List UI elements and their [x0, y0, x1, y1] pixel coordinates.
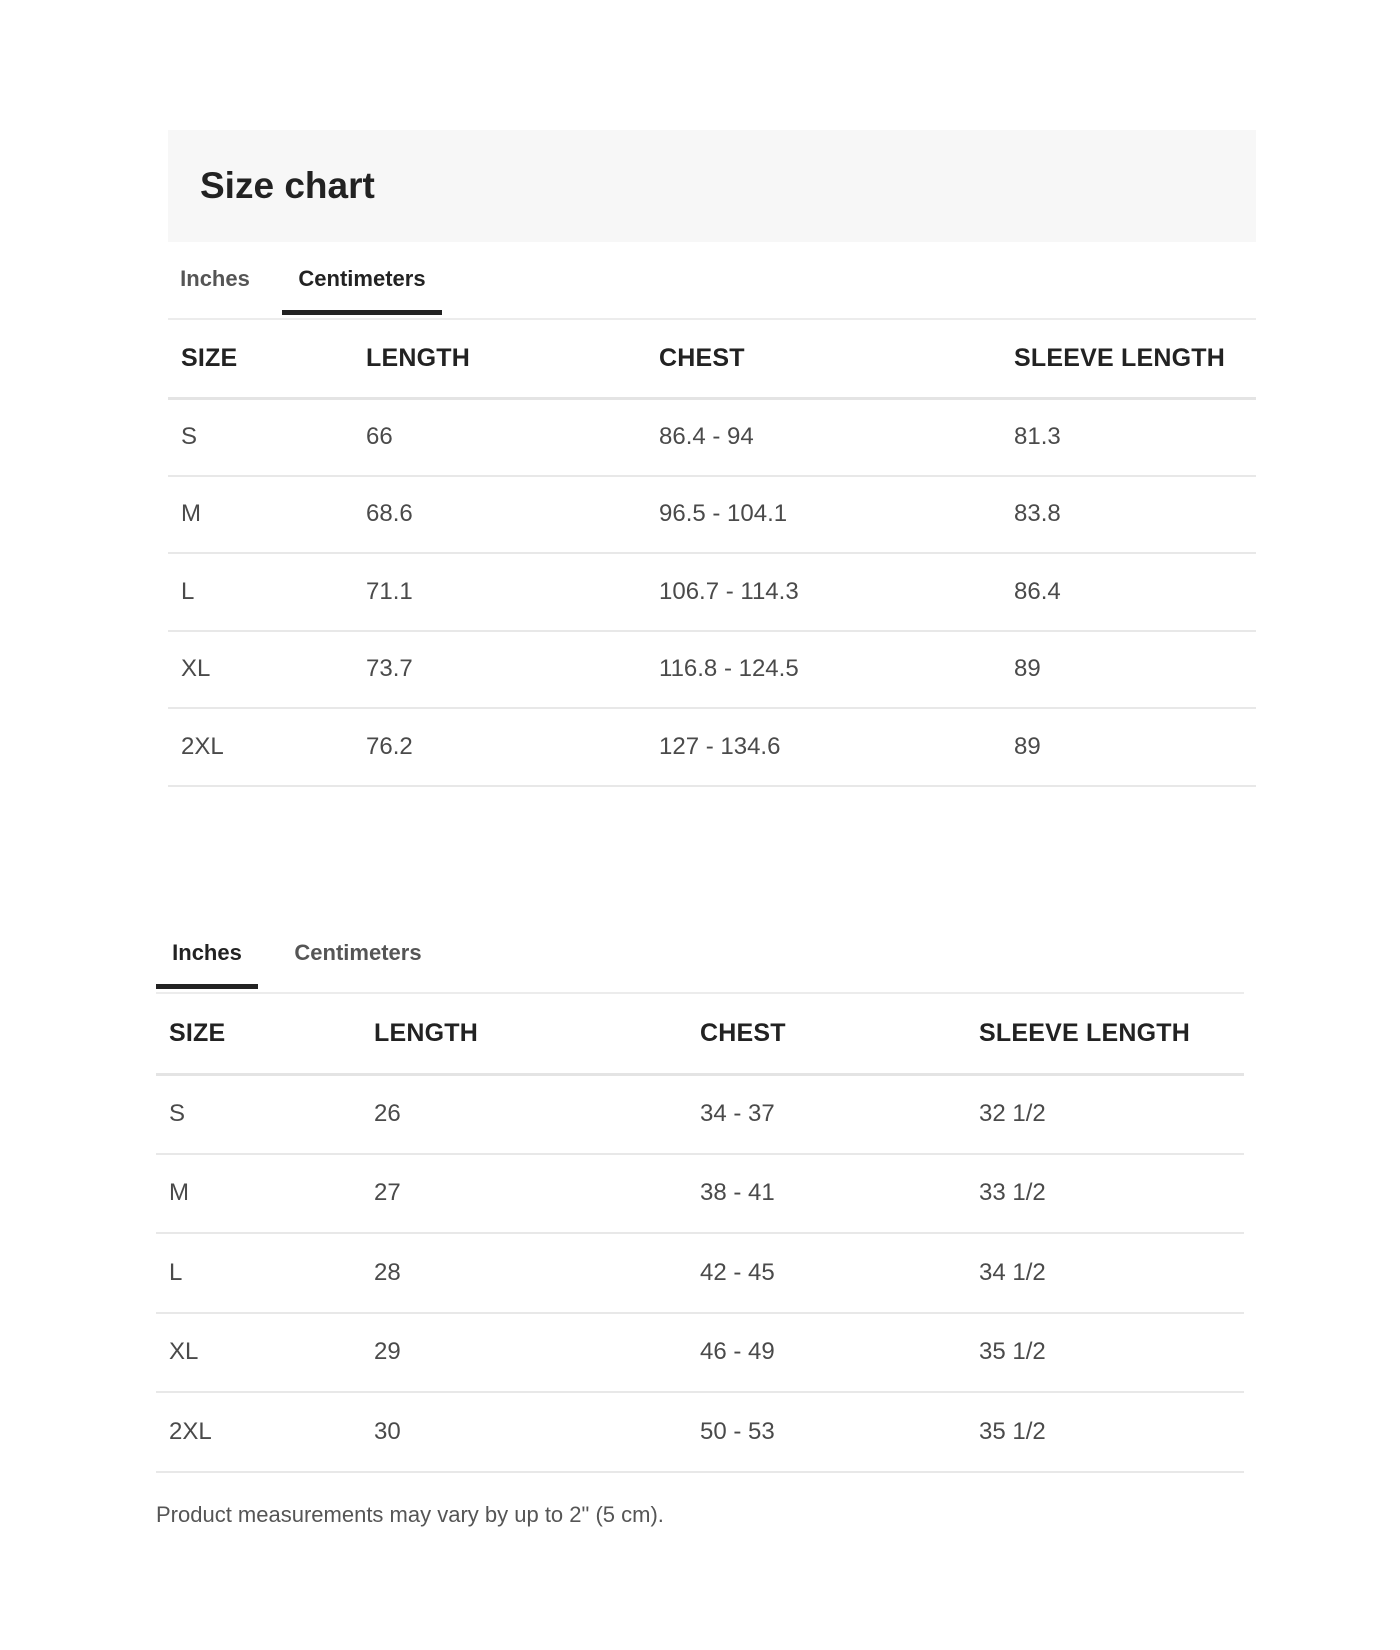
cell-chest: 42 - 45	[687, 1233, 966, 1313]
cell-sleeve-length: 89	[1001, 631, 1256, 709]
cell-chest: 38 - 41	[687, 1154, 966, 1234]
cell-sleeve-length: 33 1/2	[966, 1154, 1244, 1234]
cell-size: XL	[168, 631, 353, 709]
column-header-sleeve-length: SLEEVE LENGTH	[966, 994, 1244, 1074]
cell-size: L	[156, 1233, 361, 1313]
cell-chest: 96.5 - 104.1	[646, 476, 1001, 554]
cell-chest: 46 - 49	[687, 1313, 966, 1393]
cell-sleeve-length: 86.4	[1001, 553, 1256, 631]
page-title: Size chart	[200, 165, 375, 206]
column-header-length: LENGTH	[353, 320, 646, 398]
cell-chest: 106.7 - 114.3	[646, 553, 1001, 631]
size-table-inches-section	[156, 917, 1244, 1473]
cell-length: 71.1	[353, 553, 646, 631]
cell-size: XL	[156, 1313, 361, 1393]
table-row	[156, 1313, 1244, 1393]
cell-size: S	[168, 398, 353, 476]
table-row	[156, 1392, 1244, 1472]
cell-length: 29	[361, 1313, 687, 1393]
tab-inches[interactable]: Inches	[180, 266, 250, 291]
cell-chest: 34 - 37	[687, 1074, 966, 1154]
cell-size: 2XL	[156, 1392, 361, 1472]
size-table-centimeters-section	[168, 243, 1256, 787]
table-row	[156, 1233, 1244, 1313]
cell-length: 28	[361, 1233, 687, 1313]
tab-centimeters[interactable]: Centimeters	[294, 940, 422, 965]
cell-sleeve-length: 35 1/2	[966, 1313, 1244, 1393]
column-header-chest: CHEST	[687, 994, 966, 1074]
cell-length: 27	[361, 1154, 687, 1234]
table-row	[156, 1154, 1244, 1234]
measurement-note: Product measurements may vary by up to 2" (5 cm).	[156, 1502, 664, 1527]
cell-sleeve-length: 35 1/2	[966, 1392, 1244, 1472]
cell-sleeve-length: 81.3	[1001, 398, 1256, 476]
table-header-row	[156, 994, 1244, 1074]
column-header-sleeve-length: SLEEVE LENGTH	[1001, 320, 1256, 398]
cell-size: S	[156, 1074, 361, 1154]
cell-size: M	[168, 476, 353, 554]
table-row	[168, 708, 1256, 786]
column-header-chest: CHEST	[646, 320, 1001, 398]
table-row	[168, 553, 1256, 631]
cell-length: 30	[361, 1392, 687, 1472]
tab-inches[interactable]: Inches	[156, 917, 258, 989]
cell-chest: 116.8 - 124.5	[646, 631, 1001, 709]
table-row	[168, 398, 1256, 476]
cell-sleeve-length: 32 1/2	[966, 1074, 1244, 1154]
cell-length: 76.2	[353, 708, 646, 786]
size-table	[168, 320, 1256, 787]
cell-size: M	[156, 1154, 361, 1234]
cell-chest: 127 - 134.6	[646, 708, 1001, 786]
cell-sleeve-length: 34 1/2	[966, 1233, 1244, 1313]
column-header-size: SIZE	[156, 994, 361, 1074]
cell-length: 68.6	[353, 476, 646, 554]
cell-size: 2XL	[168, 708, 353, 786]
cell-length: 73.7	[353, 631, 646, 709]
cell-chest: 86.4 - 94	[646, 398, 1001, 476]
cell-length: 26	[361, 1074, 687, 1154]
cell-sleeve-length: 83.8	[1001, 476, 1256, 554]
size-chart-header	[168, 130, 1256, 242]
tab-centimeters[interactable]: Centimeters	[282, 243, 442, 315]
size-table	[156, 994, 1244, 1473]
column-header-size: SIZE	[168, 320, 353, 398]
cell-sleeve-length: 89	[1001, 708, 1256, 786]
column-header-length: LENGTH	[361, 994, 687, 1074]
unit-tabs	[156, 917, 1244, 994]
table-row	[156, 1074, 1244, 1154]
cell-chest: 50 - 53	[687, 1392, 966, 1472]
table-header-row	[168, 320, 1256, 398]
table-row	[168, 631, 1256, 709]
unit-tabs	[168, 243, 1256, 320]
table-row	[168, 476, 1256, 554]
cell-size: L	[168, 553, 353, 631]
cell-length: 66	[353, 398, 646, 476]
